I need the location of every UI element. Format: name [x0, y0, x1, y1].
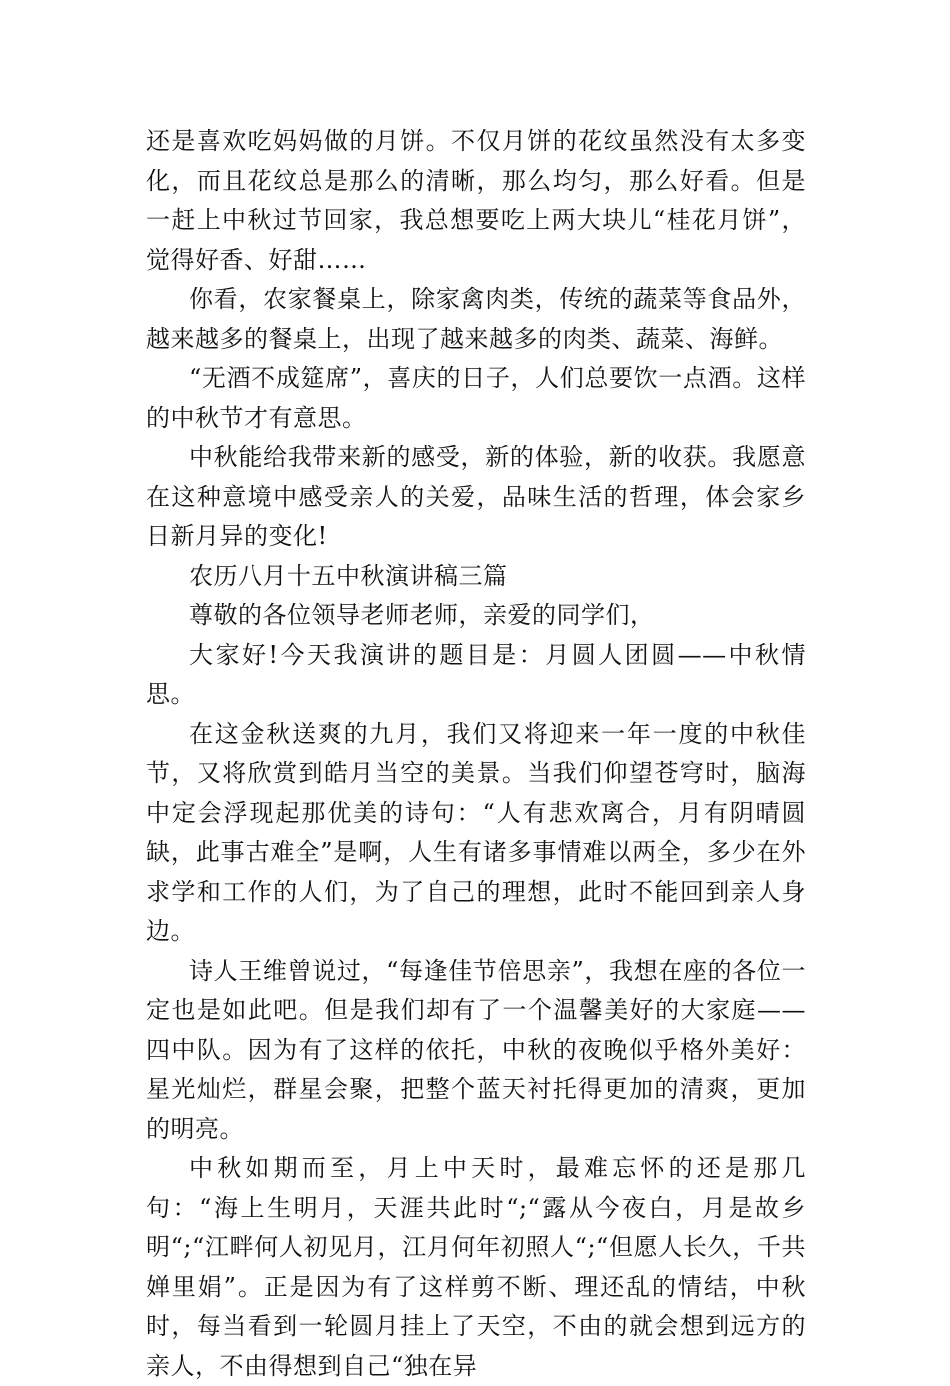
document-body [146, 122, 806, 1386]
greeting: 大家好!今天我演讲的题目是：月圆人团圆——中秋情思。 [146, 640, 806, 708]
paragraph-10: 中秋如期而至，月上中天时，最难忘怀的还是那几句：“海上生明月，天涯共此时“;“露从今夜白，月是故乡明“;“江畔何人初见月，江月何年初照人“;“但愿人长久，千共婵里娟”。正是因为有了这样剪不断、理还乱的情结，中秋时，每当看到一轮圆月挂上了天空，不由的就会想到远方的亲人，不由得想到自己“独在异 [146, 1154, 806, 1380]
paragraph-9: 诗人王维曾说过，“每逢佳节倍思亲”，我想在座的各位一定也是如此吧。但是我们却有了一个温馨美好的大家庭——四中队。因为有了这样的依托，中秋的夜晚似乎格外美好：星光灿烂，群星会聚，把整个蓝天衬托得更加的清爽，更加的明亮。 [146, 956, 806, 1143]
salutation: 尊敬的各位领导老师老师，亲爱的同学们， [189, 601, 655, 629]
paragraph-8: 在这金秋送爽的九月，我们又将迎来一年一度的中秋佳节，又将欣赏到皓月当空的美景。当我们仰望苍穹时，脑海中定会浮现起那优美的诗句：“人有悲欢离合，月有阴晴圆缺，此事古难全”是啊，人生有诸多事情难以两全，多少在外求学和工作的人们，为了自己的理想，此时不能回到亲人身边。 [146, 719, 806, 945]
section-title: 农历八月十五中秋演讲稿三篇 [189, 561, 508, 590]
paragraph-4: 中秋能给我带来新的感受，新的体验，新的收获。我愿意在这种意境中感受亲人的关爱，品味生活的哲理，体会家乡日新月异的变化! [146, 443, 806, 550]
paragraph-3: “无酒不成筵席”，喜庆的日子，人们总要饮一点酒。这样的中秋节才有意思。 [146, 364, 806, 432]
paragraph-1: 还是喜欢吃妈妈做的月饼。不仅月饼的花纹虽然没有太多变化，而且花纹总是那么的清晰，那么均匀，那么好看。但是一赶上中秋过节回家，我总想要吃上两大块儿“桂花月饼”，觉得好香、好甜…… [146, 127, 806, 274]
paragraph-2: 你看，农家餐桌上，除家禽肉类，传统的蔬菜等食品外，越来越多的餐桌上，出现了越来越多的肉类、蔬菜、海鲜。 [146, 285, 806, 353]
